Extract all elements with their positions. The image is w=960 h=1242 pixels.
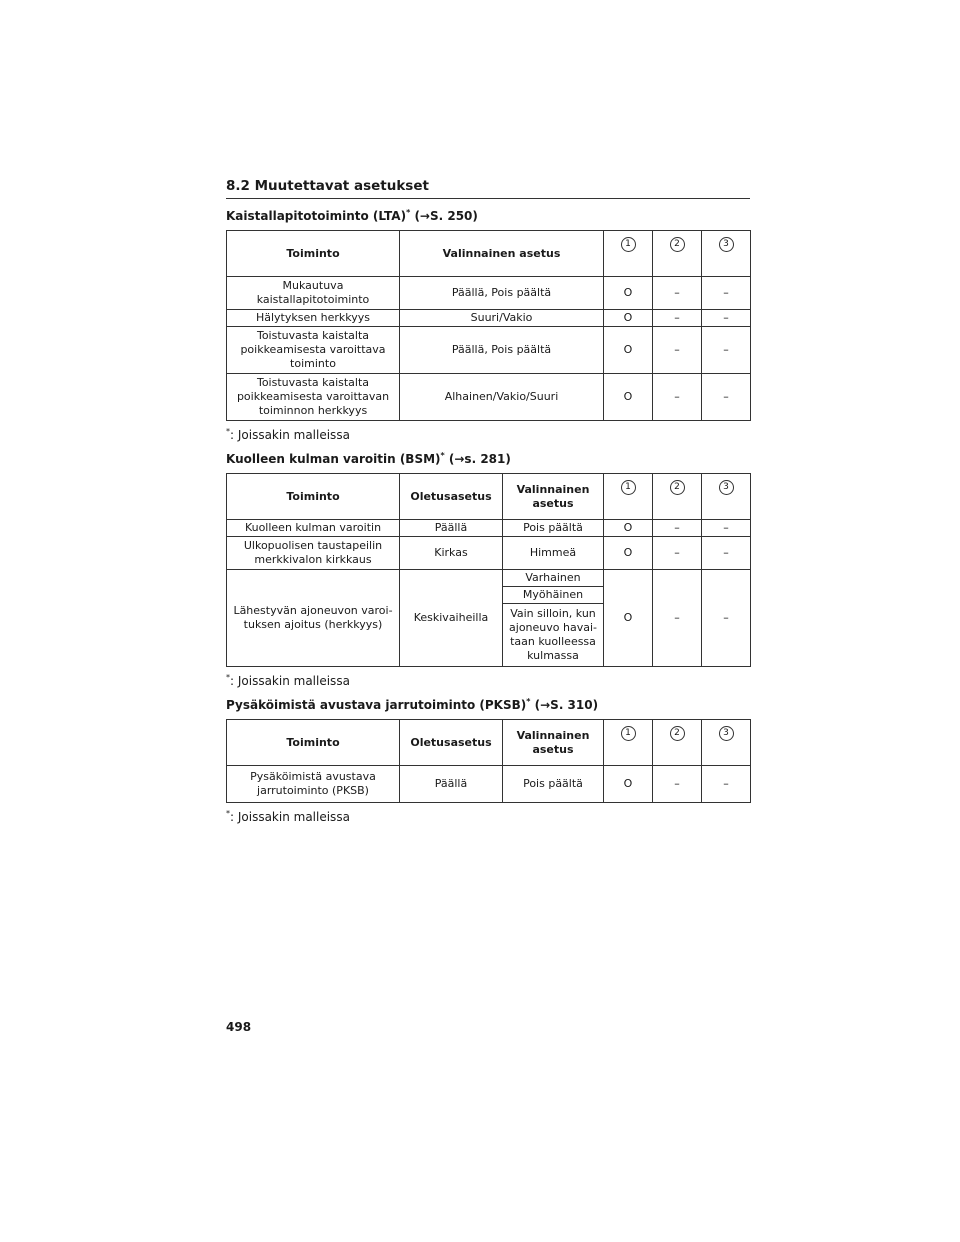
- cell-oletus: Kirkas: [400, 537, 503, 570]
- header-oletus: Oletusasetus: [400, 720, 503, 766]
- cell-c1: O: [604, 327, 653, 374]
- table-row: [227, 570, 751, 587]
- lta-settings-table: [226, 230, 751, 421]
- header-toiminto: Toiminto: [227, 720, 400, 766]
- header-valinnainen: Valinnainen asetus: [400, 231, 604, 277]
- cell-toiminto: Mukautuva kaistallapitotoiminto: [227, 277, 400, 310]
- circled-number-3-icon: 3: [719, 480, 734, 495]
- circled-number-1-icon: 1: [621, 726, 636, 741]
- table-row: [227, 520, 751, 537]
- circled-number-3-icon: 3: [719, 726, 734, 741]
- header-col-3: [702, 474, 751, 520]
- section-header: 8.2 Muutettavat asetukset: [226, 178, 750, 199]
- cell-toiminto: Toistuvasta kaistalta poikkeamisesta varoittava toiminto: [227, 327, 400, 374]
- bsm-settings-table: [226, 473, 751, 667]
- cell-valinnainen: Pois päältä: [503, 520, 604, 537]
- cell-toiminto: Toistuvasta kaistalta poikkeamisesta varoittavan toiminnon herkkyys: [227, 374, 400, 421]
- table3-page-ref: (→S. 310): [530, 698, 599, 712]
- cell-c2: –: [653, 537, 702, 570]
- header-oletus: Oletusasetus: [400, 474, 503, 520]
- cell-c1: O: [604, 520, 653, 537]
- cell-c3: –: [702, 277, 751, 310]
- cell-valinnainen: Päällä, Pois päältä: [400, 277, 604, 310]
- cell-c2: –: [653, 520, 702, 537]
- cell-c3: –: [702, 537, 751, 570]
- circled-number-1-icon: 1: [621, 480, 636, 495]
- asterisk: *: [406, 208, 411, 217]
- pksb-settings-table: [226, 719, 751, 803]
- cell-c2: –: [653, 310, 702, 327]
- cell-c2: –: [653, 327, 702, 374]
- table3-title-text: Pysäköimistä avustava jarrutoiminto (PKSB): [226, 698, 527, 712]
- footnote-text: : Joissakin malleissa: [230, 428, 350, 442]
- cell-c1: O: [604, 570, 653, 667]
- cell-toiminto: Pysäköimistä avustava jarrutoiminto (PKSB): [227, 766, 400, 803]
- cell-c3: –: [702, 327, 751, 374]
- asterisk: *: [226, 809, 230, 818]
- table1-page-ref: (→S. 250): [410, 209, 478, 223]
- footnote: [226, 427, 750, 442]
- cell-option: Myöhäinen: [503, 587, 604, 604]
- table3-title: [226, 697, 750, 712]
- cell-valinnainen: Himmeä: [503, 537, 604, 570]
- header-col-1: [604, 231, 653, 277]
- header-col-2: [653, 720, 702, 766]
- asterisk: *: [440, 451, 445, 460]
- asterisk: *: [226, 427, 230, 436]
- header-toiminto: Toiminto: [227, 474, 400, 520]
- table-header-row: [227, 720, 751, 766]
- circled-number-1-icon: 1: [621, 237, 636, 252]
- cell-c1: O: [604, 310, 653, 327]
- table1-title: [226, 208, 750, 223]
- cell-c2: –: [653, 277, 702, 310]
- cell-oletus: Päällä: [400, 520, 503, 537]
- table-row: [227, 277, 751, 310]
- cell-c2: –: [653, 570, 702, 667]
- cell-c3: –: [702, 374, 751, 421]
- header-col-1: [604, 720, 653, 766]
- cell-toiminto: Ulkopuolisen taustapeilin merkkivalon kirkkaus: [227, 537, 400, 570]
- table-row: [227, 374, 751, 421]
- header-valinnainen: Valinnainen asetus: [503, 474, 604, 520]
- footnote: [226, 673, 750, 688]
- header-col-3: [702, 720, 751, 766]
- table-header-row: [227, 474, 751, 520]
- cell-option: Vain silloin, kun ajoneuvo havai-taan kuolleessa kulmassa: [503, 604, 604, 667]
- cell-c1: O: [604, 277, 653, 310]
- table2-title-text: Kuolleen kulman varoitin (BSM): [226, 452, 441, 466]
- footnote-text: : Joissakin malleissa: [230, 674, 350, 688]
- asterisk: *: [226, 673, 230, 682]
- header-col-2: [653, 474, 702, 520]
- circled-number-3-icon: 3: [719, 237, 734, 252]
- table-row: [227, 537, 751, 570]
- cell-oletus: Päällä: [400, 766, 503, 803]
- cell-valinnainen: Alhainen/Vakio/Suuri: [400, 374, 604, 421]
- cell-c3: –: [702, 570, 751, 667]
- cell-c3: –: [702, 520, 751, 537]
- cell-valinnainen: Päällä, Pois päältä: [400, 327, 604, 374]
- cell-toiminto: Hälytyksen herkkyys: [227, 310, 400, 327]
- header-valinnainen: Valinnainen asetus: [503, 720, 604, 766]
- cell-c2: –: [653, 374, 702, 421]
- table-header-row: [227, 231, 751, 277]
- page-number: 498: [226, 1020, 252, 1034]
- circled-number-2-icon: 2: [670, 480, 685, 495]
- header-toiminto: Toiminto: [227, 231, 400, 277]
- header-col-3: [702, 231, 751, 277]
- circled-number-2-icon: 2: [670, 237, 685, 252]
- cell-c1: O: [604, 766, 653, 803]
- cell-valinnainen: Pois päältä: [503, 766, 604, 803]
- cell-toiminto: Lähestyvän ajoneuvon varoi-tuksen ajoitus (herkkyys): [227, 570, 400, 667]
- cell-c3: –: [702, 766, 751, 803]
- cell-c1: O: [604, 374, 653, 421]
- cell-option: Varhainen: [503, 570, 604, 587]
- table1-title-text: Kaistallapitotoiminto (LTA): [226, 209, 407, 223]
- header-col-2: [653, 231, 702, 277]
- table-row: [227, 327, 751, 374]
- header-col-1: [604, 474, 653, 520]
- page-content: [226, 178, 750, 833]
- cell-c1: O: [604, 537, 653, 570]
- cell-toiminto: Kuolleen kulman varoitin: [227, 520, 400, 537]
- cell-c3: –: [702, 310, 751, 327]
- cell-c2: –: [653, 766, 702, 803]
- table-row: [227, 310, 751, 327]
- cell-oletus: Keskivaiheilla: [400, 570, 503, 667]
- table-row: [227, 766, 751, 803]
- cell-valinnainen: Suuri/Vakio: [400, 310, 604, 327]
- footnote-text: : Joissakin malleissa: [230, 810, 350, 824]
- table2-title: [226, 451, 750, 466]
- footnote: [226, 809, 750, 824]
- circled-number-2-icon: 2: [670, 726, 685, 741]
- table2-page-ref: (→s. 281): [444, 452, 511, 466]
- asterisk: *: [526, 697, 531, 706]
